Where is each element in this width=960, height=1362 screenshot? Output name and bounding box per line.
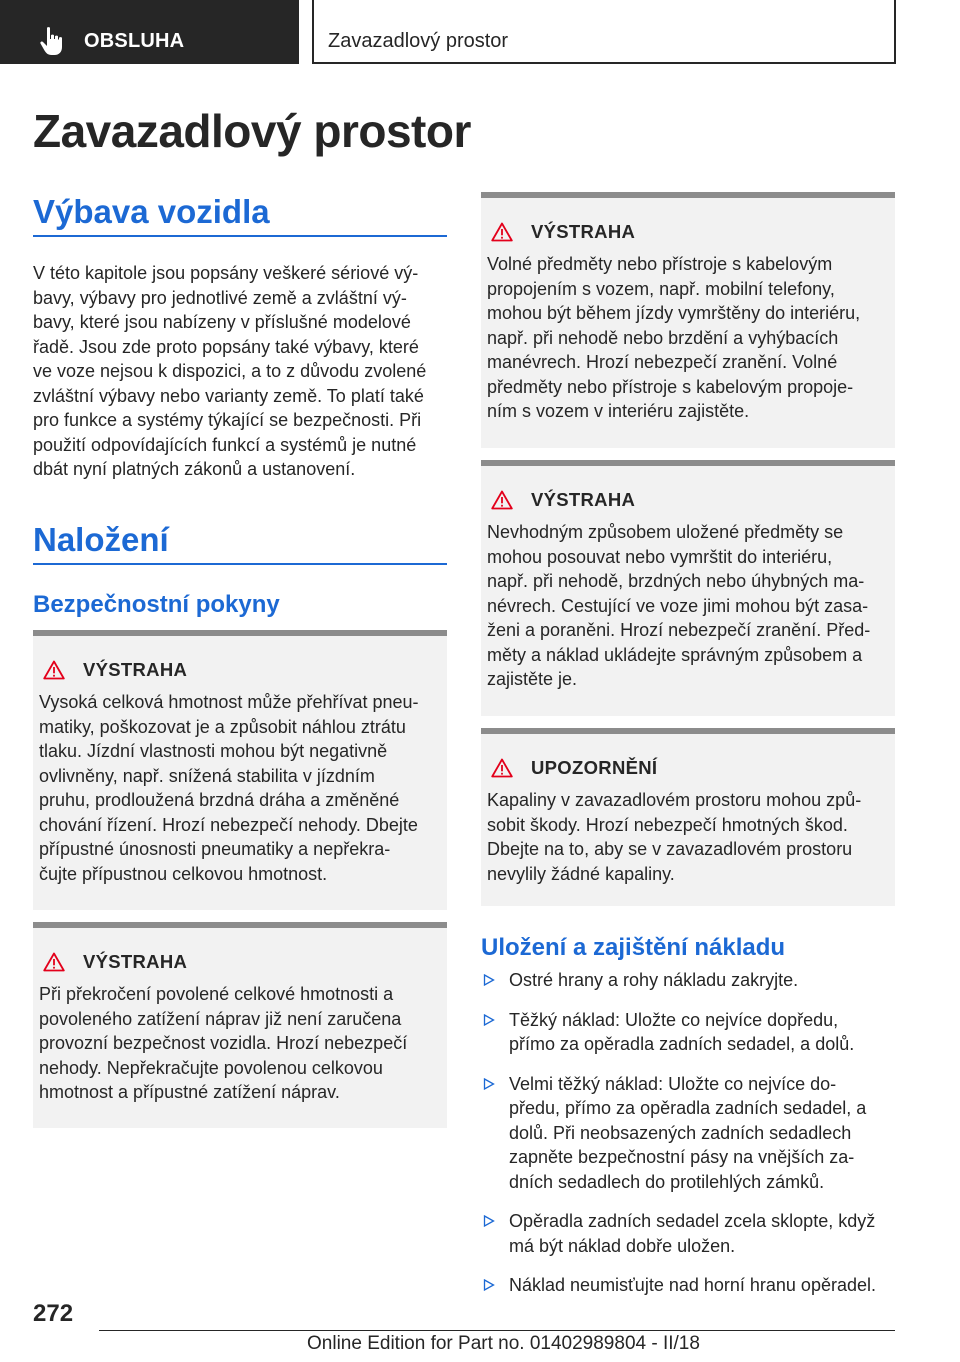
triangle-bullet-icon [483,1078,495,1090]
warning-title: VÝSTRAHA [83,951,188,972]
warning-triangle-icon [491,222,513,242]
triangle-bullet-icon [483,1279,495,1291]
list-item: Náklad neumisťujte nad horní hranu opěradel. [481,1273,899,1298]
hand-pointer-icon [38,26,66,56]
warning-triangle-icon [491,490,513,510]
notice-title: UPOZORNĚNÍ [531,757,658,778]
list-item: Těžký náklad: Uložte co nejvíce dopředu, přímo za opěradla zadních sedadel, a dolů. [481,1008,899,1057]
warning-text: Volné předměty nebo přístroje s kabelovým propojením s vozem, např. mobilní telefony, mohou být během jízdy vymrštěny do interiéru, např. při nehodě nebo brzdění a vyhýbacích manévrech. Hrozí nebezpečí zranění. Volné předměty nebo přístroje s kabelovým propoje‐ ním s vozem v interiéru zajistěte. [487,254,861,421]
page-header [0,0,960,66]
notice-box [481,728,895,906]
warning-box [33,630,447,910]
page-title: Zavazadlový prostor [33,105,471,157]
section-label: OBSLUHA [84,30,185,52]
triangle-bullet-icon [483,1014,495,1026]
page-number: 272 [33,1300,74,1327]
subheading-bezpecnostni-pokyny: Bezpečnostní pokyny [33,591,280,618]
warning-box [481,192,895,448]
heading-rule [33,563,447,565]
loading-instructions-list [481,968,899,1313]
heading-nalozeni: Naložení [33,521,169,558]
chapter-label: Zavazadlový prostor [328,30,509,52]
section-tab [0,0,299,64]
footer-rule [99,1330,895,1331]
heading-rule [33,235,447,237]
warning-title: VÝSTRAHA [83,659,188,680]
list-item: Velmi těžký náklad: Uložte co nejvíce do‐ předu, přímo za opěradla zadních sedadel, a dolů. Při neobsazených zadních sedadlech zapněte bezpečnostní pásy na vnějších za‐ dních sedadlech do protilehlých zámků. [481,1072,899,1195]
heading-vybava: Výbava vozidla [33,193,270,230]
chapter-tab [312,0,896,64]
intro-paragraph: V této kapitole jsou popsány veškeré sériové vý‐ bavy, výbavy pro jednotlivé země a zvláštní vý‐ bavy, které jsou nabízeny v příslušné modelové řadě. Jsou zde proto popsány také výbavy, které ve voze nejsou k dispozici, a to z důvodu zvolené zvláštní výbavy nebo varianty země. To platí také pro funkce a systémy týkající se bezpečnosti. Při použití odpovídajících funkcí a systémů je nutné dbát nyní platných zákonů a ustanovení. [33,263,427,479]
warning-text: Vysoká celková hmotnost může přehřívat pneu‐ matiky, poškozovat je a způsobit náhlou ztrátu tlaku. Jízdní vlastnosti mohou být negativně ovlivněny, např. snížená stabilita v jízdním pruhu, prodloužená brzdná dráha a změněné chování řízení. Hrozí nebezpečí nehody. Dbejte přípustné únosnosti pneumatiky a nepřekra‐ čujte přípustnou celkovou hmotnost. [39,692,419,884]
warning-title: VÝSTRAHA [531,489,636,510]
triangle-bullet-icon [483,974,495,986]
warning-title: VÝSTRAHA [531,221,636,242]
warning-box [481,460,895,716]
warning-text: Nevhodným způsobem uložené předměty se mohou posouvat nebo vymrštit do interiéru, např. při nehodě, brzdných nebo úhybných ma‐ névrech. Cestující ve voze jimi mohou být zasa‐ ženi a poraněni. Hrozí nebezpečí zranění. Před‐ měty a náklad ukládejte správným způsobem a zajistěte je. [487,522,871,689]
footer-edition: Online Edition for Part no. 01402989804 - II/18 [307,1333,700,1354]
triangle-bullet-icon [483,1215,495,1227]
list-item: Opěradla zadních sedadel zcela sklopte, když má být náklad dobře uložen. [481,1209,899,1258]
warning-triangle-icon [491,758,513,778]
warning-triangle-icon [43,660,65,680]
warning-text: Při překročení povolené celkové hmotnosti a povoleného zatížení náprav již není zaručena provozní bezpečnost vozidla. Hrozí nebezpečí nehody. Nepřekračujte povolenou celkovou hmotnost a přípustné zatížení náprav. [39,984,408,1102]
warning-triangle-icon [43,952,65,972]
list-item: Ostré hrany a rohy nákladu zakryjte. [481,968,899,993]
notice-text: Kapaliny v zavazadlovém prostoru mohou způ‐ sobit škody. Hrozí nebezpečí hmotných škod. Dbejte na to, aby se v zavazadlovém prostoru nevylily žádné kapaliny. [487,790,862,884]
subheading-ulozeni: Uložení a zajištění nákladu [481,934,786,961]
warning-box [33,922,447,1128]
